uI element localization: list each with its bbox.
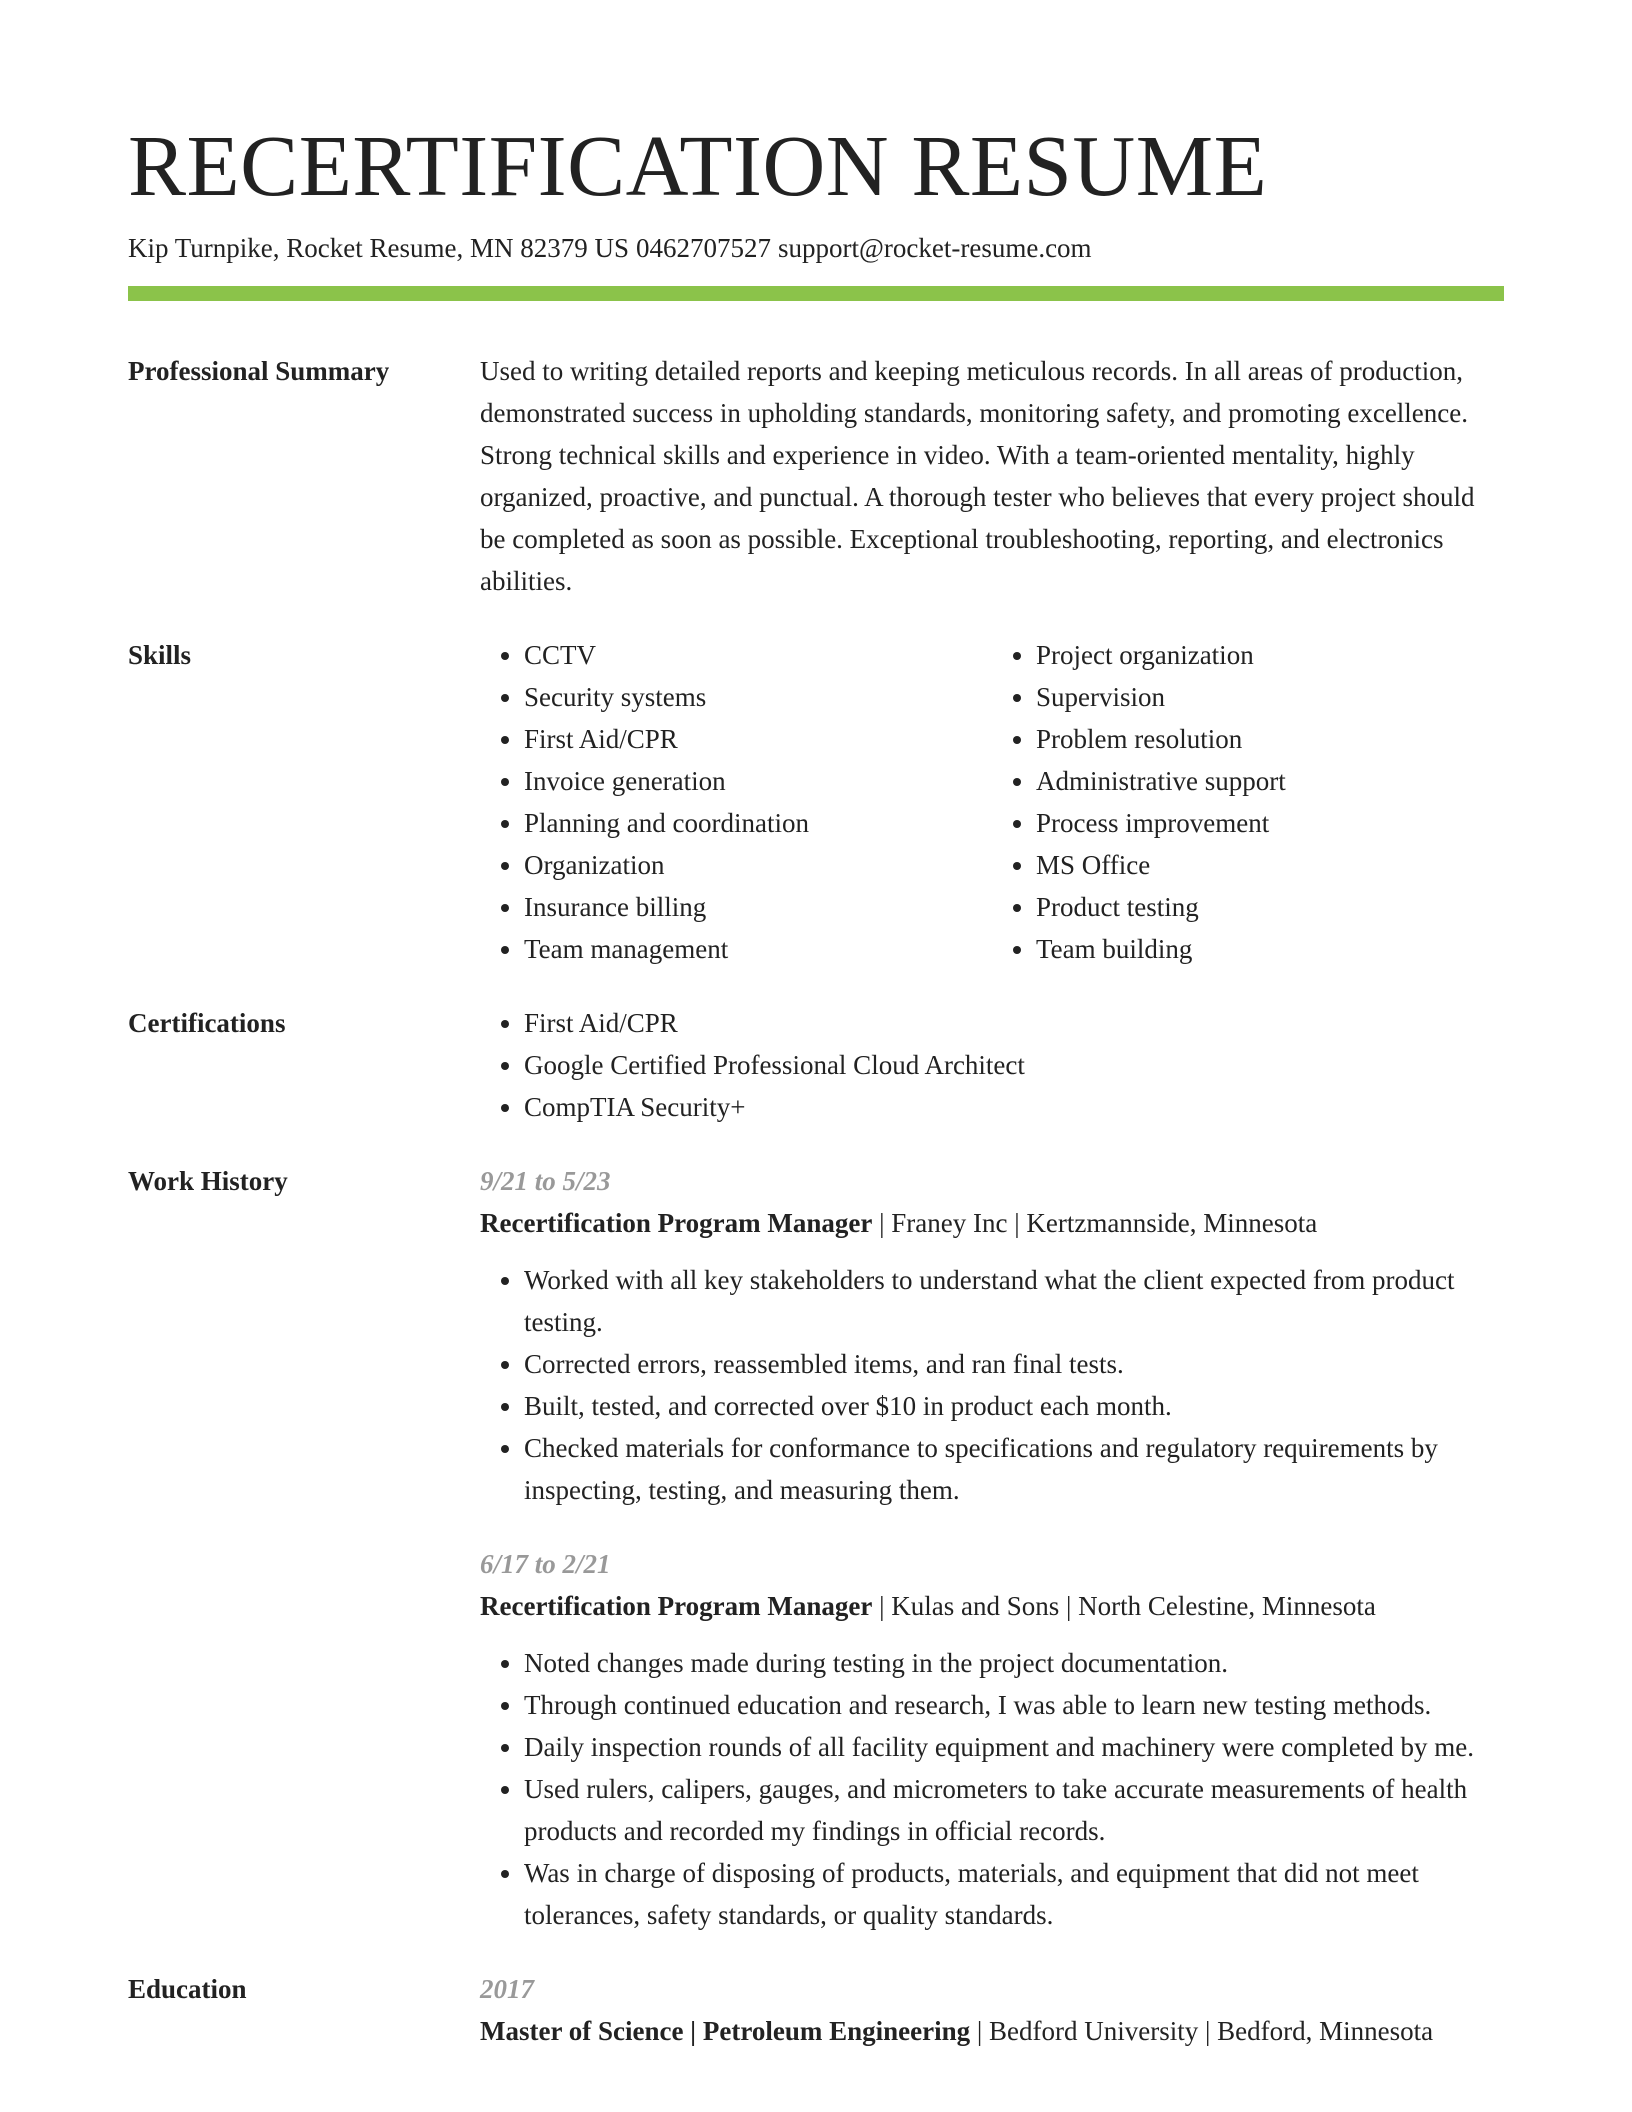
job-role-line (480, 1585, 1504, 1627)
education-line (480, 2010, 1504, 2052)
skill-item: • MS Office (1036, 844, 1504, 886)
skill-item: • CCTV (524, 634, 992, 676)
skill-item: • Organization (524, 844, 992, 886)
job-bullets (480, 1642, 1504, 1936)
job-title: Recertification Program Manager (480, 1208, 873, 1238)
header-divider (128, 286, 1504, 301)
skill-item: • Administrative support (1036, 760, 1504, 802)
skills-list-right (992, 634, 1504, 970)
certification-item: • First Aid/CPR (524, 1002, 1504, 1044)
work-history-heading: Work History (128, 1166, 288, 1196)
job-bullets (480, 1259, 1504, 1511)
skills-heading: Skills (128, 640, 192, 670)
education-heading: Education (128, 1974, 247, 2004)
certification-item: • Google Certified Professional Cloud Architect (524, 1044, 1504, 1086)
job-employer: | Kulas and Sons | North Celestine, Minnesota (879, 1591, 1376, 1621)
contact-email: support@rocket-resume.com (778, 233, 1092, 263)
skill-item: • Supervision (1036, 676, 1504, 718)
summary-section (128, 350, 1504, 602)
skill-item: • Security systems (524, 676, 992, 718)
skill-item: • Team management (524, 928, 992, 970)
education-year: 2017 (480, 1974, 534, 2004)
skill-item: • Project organization (1036, 634, 1504, 676)
job-bullet: • Daily inspection rounds of all facility equipment and machinery were completed by me. (524, 1726, 1504, 1768)
skill-item: • Process improvement (1036, 802, 1504, 844)
skills-section (128, 634, 1504, 970)
job-entry (480, 1160, 1504, 1511)
skills-list-left (480, 634, 992, 970)
work-history-section (128, 1160, 1504, 1936)
skill-item: • Planning and coordination (524, 802, 992, 844)
resume-sections (128, 350, 1504, 2084)
contact-address: Kip Turnpike, Rocket Resume, MN 82379 US (128, 233, 630, 263)
job-bullet: • Noted changes made during testing in the project documentation. (524, 1642, 1504, 1684)
certification-item: • CompTIA Security+ (524, 1086, 1504, 1128)
certifications-heading: Certifications (128, 1008, 286, 1038)
skill-item: • Insurance billing (524, 886, 992, 928)
education-section (128, 1968, 1504, 2052)
job-bullet: • Was in charge of disposing of products, materials, and equipment that did not meet tolerances, safety standards, or quality standards. (524, 1852, 1504, 1936)
skill-item: • Invoice generation (524, 760, 992, 802)
job-bullet: • Corrected errors, reassembled items, and ran final tests. (524, 1343, 1504, 1385)
contact-line (128, 230, 1092, 266)
job-bullet: • Built, tested, and corrected over $10 in product each month. (524, 1385, 1504, 1427)
job-employer: | Franey Inc | Kertzmannside, Minnesota (879, 1208, 1318, 1238)
summary-heading: Professional Summary (128, 356, 390, 386)
job-bullet: • Used rulers, calipers, gauges, and micrometers to take accurate measurements of health products and recorded my findings in official records. (524, 1768, 1504, 1852)
certifications-list (480, 1002, 1504, 1128)
contact-phone: 0462707527 (636, 233, 772, 263)
skill-item: • Product testing (1036, 886, 1504, 928)
job-role-line (480, 1202, 1504, 1244)
skill-item: • First Aid/CPR (524, 718, 992, 760)
summary-text: Used to writing detailed reports and keeping meticulous records. In all areas of production, demonstrated success in upholding standards, monitoring safety, and promoting excellence. Strong technical skills and experience in video. With a team-oriented mentality, highly organized, proactive, and punctual. A thorough tester who believes that every project should be completed as soon as possible. Exceptional troubleshooting, reporting, and electronics abilities. (480, 356, 1475, 596)
job-bullet: • Worked with all key stakeholders to understand what the client expected from product testing. (524, 1259, 1504, 1343)
job-title: Recertification Program Manager (480, 1591, 873, 1621)
certifications-section (128, 1002, 1504, 1128)
education-degree: Master of Science | Petroleum Engineering (480, 2016, 971, 2046)
job-dates: 9/21 to 5/23 (480, 1166, 611, 1196)
skill-item: • Problem resolution (1036, 718, 1504, 760)
resume-title: RECERTIFICATION RESUME (128, 117, 1268, 214)
job-bullet: • Through continued education and research, I was able to learn new testing methods. (524, 1684, 1504, 1726)
job-entry (480, 1543, 1504, 1936)
skill-item: • Team building (1036, 928, 1504, 970)
education-school: | Bedford University | Bedford, Minnesota (976, 2016, 1434, 2046)
job-bullet: • Checked materials for conformance to specifications and regulatory requirements by inspecting, testing, and measuring them. (524, 1427, 1504, 1511)
job-dates: 6/17 to 2/21 (480, 1549, 611, 1579)
